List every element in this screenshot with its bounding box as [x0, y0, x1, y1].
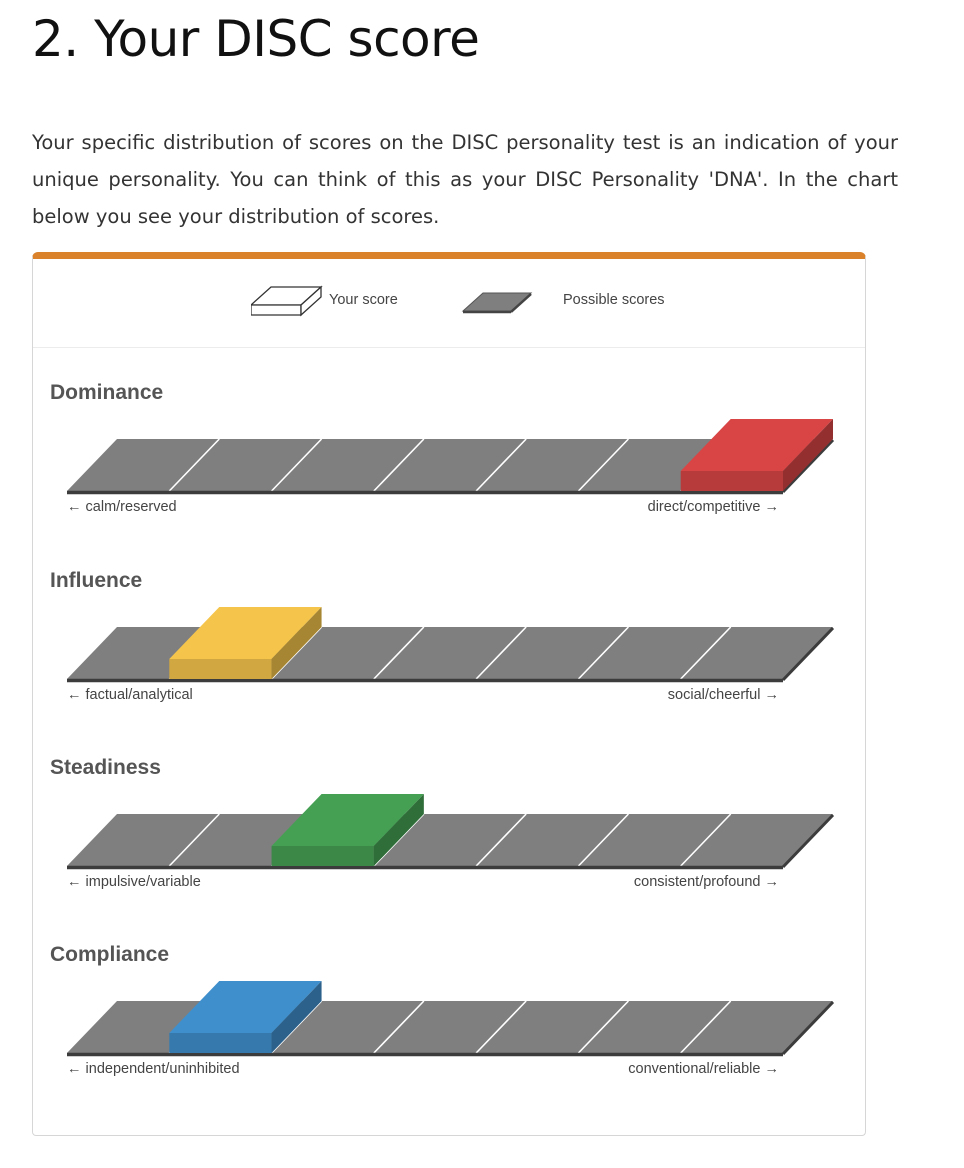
scale-title: Compliance — [50, 943, 170, 966]
pole-high-label: direct/competitive → — [647, 499, 779, 515]
pole-low-label: ← calm/reserved — [67, 499, 177, 515]
intro-paragraph: Your specific distribution of scores on the DISC personality test is an indication of your unique personality. You can think of this as your DISC Personality 'DNA'. In the chart below you see your distribution of scores. — [32, 131, 898, 228]
page-title: 2. Your DISC score — [32, 10, 480, 68]
scale-title: Influence — [50, 569, 143, 592]
pole-high-label: social/cheerful → — [667, 687, 779, 703]
disc-chart-card — [32, 252, 866, 1136]
possible-scores-legend-label: Possible scores — [563, 292, 665, 308]
pole-low-label: ← factual/analytical — [67, 687, 193, 703]
score-block-front — [681, 471, 783, 491]
score-block-front — [169, 1033, 271, 1053]
possible-scores-track-steadiness — [67, 814, 833, 866]
scale-steadiness — [33, 756, 865, 906]
score-block-dominance — [681, 419, 833, 491]
scale-title: Dominance — [50, 381, 164, 404]
chart-legend — [33, 259, 865, 348]
your-score-legend-icon — [251, 285, 323, 321]
score-block-front — [272, 846, 374, 866]
pole-high-label: conventional/reliable → — [628, 1061, 779, 1077]
score-block-front — [169, 659, 271, 679]
possible-scores-legend-icon — [461, 290, 533, 318]
pole-high-label: consistent/profound → — [633, 874, 779, 890]
scale-compliance — [33, 943, 865, 1093]
pole-low-label: ← impulsive/variable — [67, 874, 201, 890]
scale-dominance — [33, 381, 865, 531]
pole-low-label: ← independent/uninhibited — [67, 1061, 240, 1077]
your-score-legend-label: Your score — [329, 292, 398, 308]
scale-influence — [33, 569, 865, 719]
scale-title: Steadiness — [50, 756, 161, 779]
